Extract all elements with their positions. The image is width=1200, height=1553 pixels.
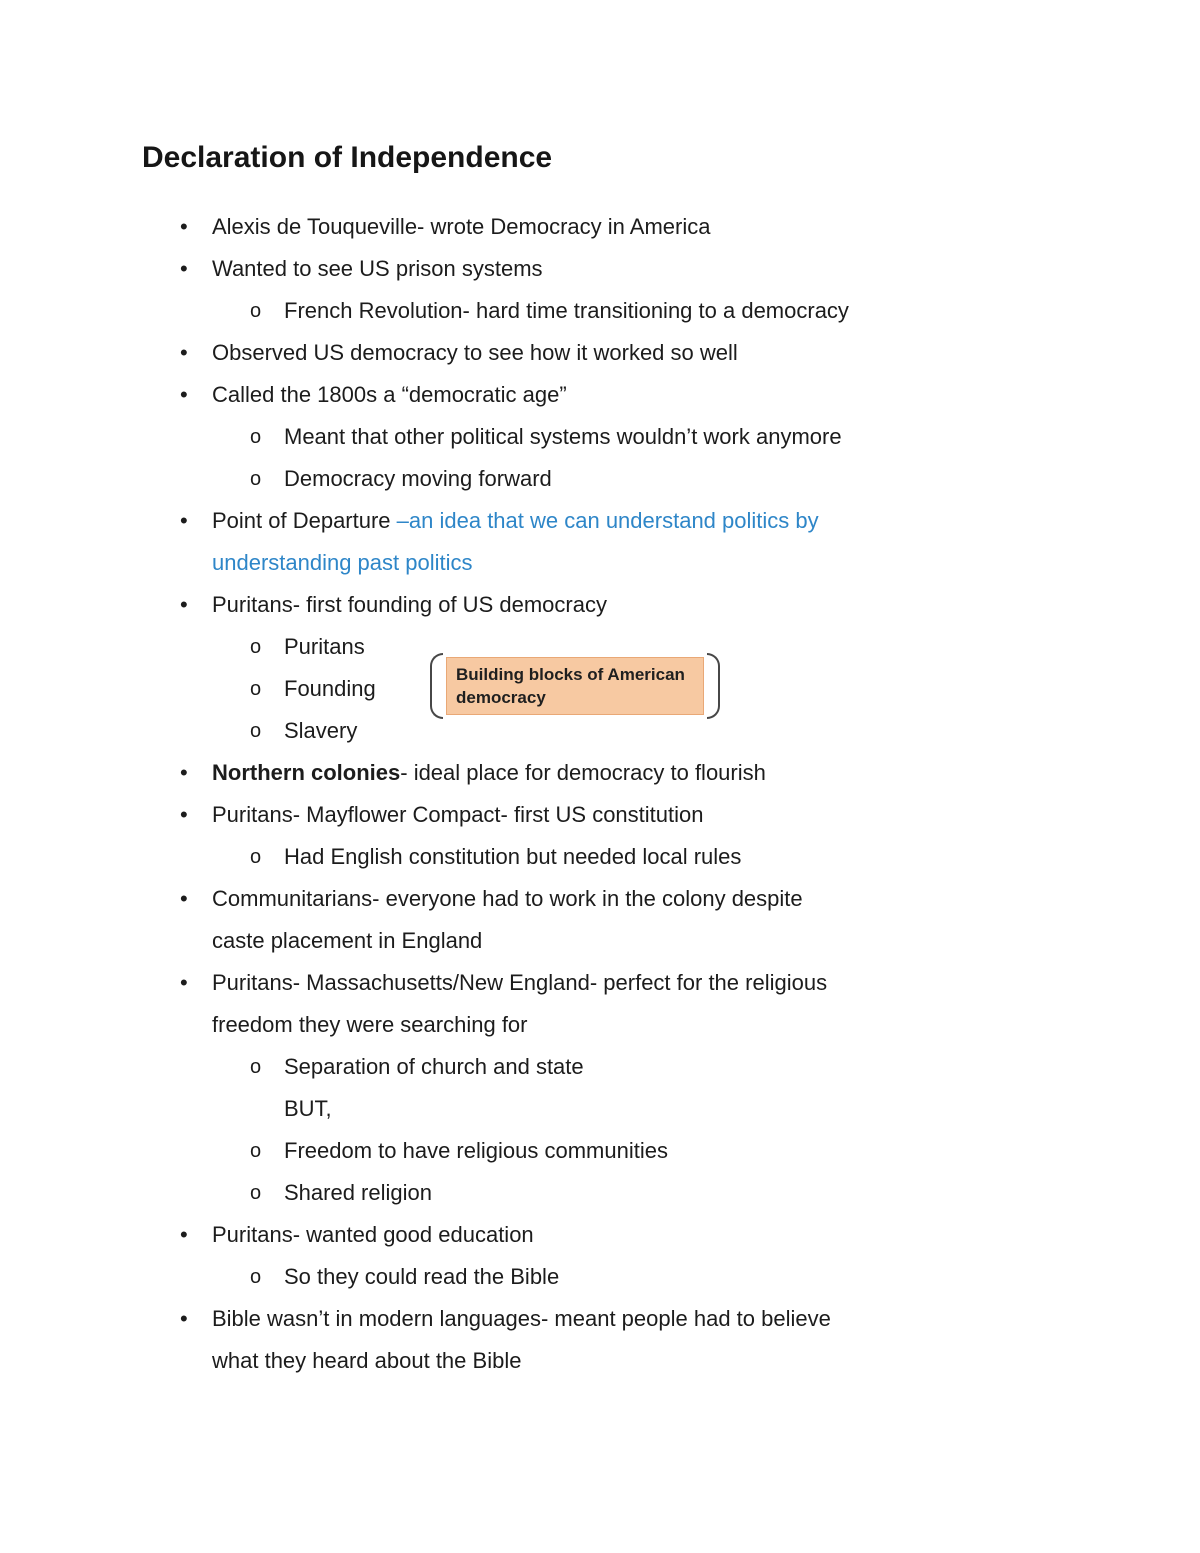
list-item bbox=[142, 1298, 1060, 1382]
list-item-text: Puritans bbox=[284, 634, 365, 659]
list-item bbox=[142, 1256, 1060, 1298]
bullet-icon: • bbox=[180, 382, 188, 407]
list-item-content bbox=[212, 878, 1060, 962]
list-item-text: Shared religion bbox=[284, 1180, 432, 1205]
bullet-icon: • bbox=[180, 802, 188, 827]
list-item-content bbox=[212, 500, 1060, 584]
bullet-icon: • bbox=[180, 1222, 188, 1247]
circle-bullet-icon: o bbox=[250, 1182, 262, 1204]
list-item-text: Northern colonies bbox=[212, 760, 401, 785]
list-item-content bbox=[212, 1298, 1060, 1382]
list-item-content bbox=[284, 1130, 1060, 1172]
list-item-content bbox=[212, 794, 1060, 836]
circle-bullet-icon: o bbox=[250, 300, 262, 322]
bullet-icon: • bbox=[180, 340, 188, 365]
list-item bbox=[142, 248, 1060, 290]
list-item-text: Wanted to see US prison systems bbox=[212, 256, 543, 281]
list-item-text: Called the 1800s a “democratic age” bbox=[212, 382, 567, 407]
bullet-icon: • bbox=[180, 970, 188, 995]
list-item-text: So they could read the Bible bbox=[284, 1264, 560, 1289]
list-item bbox=[142, 1214, 1060, 1256]
bullet-icon: • bbox=[180, 760, 188, 785]
list-item-content bbox=[284, 1172, 1060, 1214]
circle-bullet-icon: o bbox=[250, 468, 262, 490]
circle-bullet-icon: o bbox=[250, 720, 262, 742]
callout-text: Building blocks of American democracy bbox=[456, 665, 685, 707]
list-item bbox=[142, 500, 1060, 584]
list-item-text: Meant that other political systems wouldn’t work anymore bbox=[284, 424, 842, 449]
list-item bbox=[142, 584, 1060, 626]
list-item-content bbox=[212, 584, 1060, 626]
list-item-content bbox=[212, 1214, 1060, 1256]
list-item-text: French Revolution- hard time transitioning to a democracy bbox=[284, 298, 849, 323]
bullet-icon: • bbox=[180, 592, 188, 617]
list-item bbox=[142, 374, 1060, 416]
bullet-icon: • bbox=[180, 1306, 188, 1331]
list-item-content bbox=[284, 710, 1060, 752]
list-item-text: freedom they were searching for bbox=[212, 1012, 528, 1037]
list-item-content bbox=[212, 374, 1060, 416]
list-item bbox=[142, 1046, 1060, 1130]
list-item-text: Bible wasn’t in modern languages- meant people had to believe bbox=[212, 1306, 831, 1331]
list-item-content bbox=[284, 836, 1060, 878]
circle-bullet-icon: o bbox=[250, 636, 262, 658]
list-item-text: Puritans- wanted good education bbox=[212, 1222, 534, 1247]
list-item bbox=[142, 794, 1060, 836]
page-title: Declaration of Independence bbox=[142, 141, 553, 174]
list-item-text: Puritans- first founding of US democracy bbox=[212, 592, 607, 617]
list-item-content bbox=[212, 332, 1060, 374]
bullet-icon: • bbox=[180, 214, 188, 239]
list-item-text: Had English constitution but needed local rules bbox=[284, 844, 742, 869]
list-item-content bbox=[212, 962, 1060, 1046]
list-item bbox=[142, 710, 1060, 752]
list-item-text: Freedom to have religious communities bbox=[284, 1138, 668, 1163]
list-item-content bbox=[284, 458, 1060, 500]
list-item-text: Slavery bbox=[284, 718, 358, 743]
list-item-text: BUT, bbox=[284, 1096, 332, 1121]
list-item bbox=[142, 1172, 1060, 1214]
list-item bbox=[142, 836, 1060, 878]
list-item-content bbox=[284, 416, 1060, 458]
list-item-content bbox=[284, 1046, 1060, 1130]
circle-bullet-icon: o bbox=[250, 678, 262, 700]
callout-box bbox=[446, 657, 704, 715]
circle-bullet-icon: o bbox=[250, 1266, 262, 1288]
list-item-text: Communitarians- everyone had to work in the colony despite bbox=[212, 886, 803, 911]
list-item-text: Alexis de Touqueville- wrote Democracy in America bbox=[212, 214, 711, 239]
notes-list bbox=[142, 206, 1060, 1382]
bullet-icon: • bbox=[180, 508, 188, 533]
list-item-text: - ideal place for democracy to flourish bbox=[400, 760, 766, 785]
list-item-text: Democracy moving forward bbox=[284, 466, 552, 491]
list-item-text: Separation of church and state bbox=[284, 1054, 584, 1079]
list-item bbox=[142, 332, 1060, 374]
list-item-content bbox=[284, 290, 1060, 332]
list-item bbox=[142, 290, 1060, 332]
circle-bullet-icon: o bbox=[250, 1056, 262, 1078]
list-item-text: caste placement in England bbox=[212, 928, 483, 953]
list-item bbox=[142, 962, 1060, 1046]
list-item-text: Puritans- Massachusetts/New England- perfect for the religious bbox=[212, 970, 828, 995]
list-item bbox=[142, 458, 1060, 500]
list-item-text: what they heard about the Bible bbox=[212, 1348, 522, 1373]
list-item bbox=[142, 1130, 1060, 1172]
list-item-text: Observed US democracy to see how it worked so well bbox=[212, 340, 738, 365]
circle-bullet-icon: o bbox=[250, 426, 262, 448]
bullet-icon: • bbox=[180, 256, 188, 281]
list-item-text: Puritans- Mayflower Compact- first US constitution bbox=[212, 802, 704, 827]
list-item bbox=[142, 878, 1060, 962]
list-item bbox=[142, 752, 1060, 794]
list-item-content bbox=[212, 248, 1060, 290]
list-item bbox=[142, 416, 1060, 458]
list-item-text: understanding past politics bbox=[212, 550, 473, 575]
list-item-content bbox=[284, 1256, 1060, 1298]
list-item-text: Point of Departure bbox=[212, 508, 397, 533]
list-item bbox=[142, 206, 1060, 248]
list-item-text: Founding bbox=[284, 676, 376, 701]
list-item-content bbox=[212, 206, 1060, 248]
circle-bullet-icon: o bbox=[250, 846, 262, 868]
circle-bullet-icon: o bbox=[250, 1140, 262, 1162]
bullet-icon: • bbox=[180, 886, 188, 911]
list-item-content bbox=[212, 752, 1060, 794]
list-item bbox=[142, 665, 1060, 710]
list-item-text: –an idea that we can understand politics by bbox=[396, 508, 819, 533]
